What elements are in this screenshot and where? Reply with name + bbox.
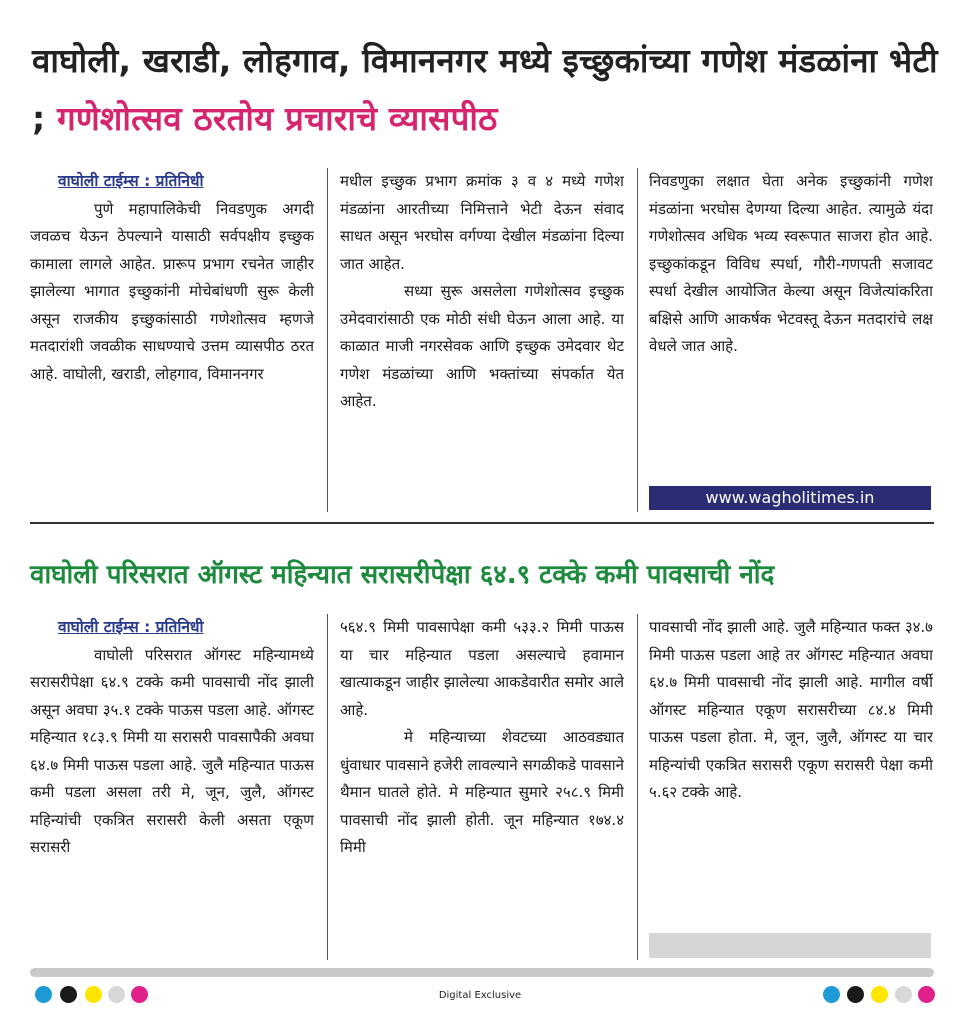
article2-column-2 bbox=[340, 614, 624, 962]
column-divider bbox=[637, 614, 638, 960]
color-dot-cyan bbox=[823, 986, 840, 1003]
article2-column-1 bbox=[30, 614, 314, 962]
article2-col3-text: पावसाची नोंद झाली आहे. जुलै महिन्यात फक्त ३४.७ मिमी पाऊस पडला आहे तर ऑगस्ट महिन्यात अवघा ६४.७ मिमी पावसाची नोंद झाली आहे. मागील वर्षी ऑगस्ट महिन्यात एकूण सरासरीच्या ८४.४ मिमी पाऊस पडला होता. मे, जून, जुलै, ऑगस्ट या चार महिन्यांची एकत्रित सरासरी एकूण सरासरी पेक्षा कमी ५.६२ टक्के आहे. bbox=[649, 618, 933, 801]
section-separator bbox=[30, 522, 934, 524]
article2-column-3 bbox=[649, 614, 933, 930]
color-dot-grey bbox=[108, 986, 125, 1003]
column-divider bbox=[637, 168, 638, 512]
color-dot-grey bbox=[895, 986, 912, 1003]
article1-col2a-text: मधील इच्छुक प्रभाग क्रमांक ३ व ४ मध्ये गणेश मंडळांना आरतीच्या निमित्ताने भेटी देऊन संवाद साधत असून भरघोस वर्गण्या देखील मंडळांना दिल्या जात आहेत. bbox=[340, 172, 624, 273]
article1-column-3 bbox=[649, 168, 933, 486]
color-dot-cyan bbox=[35, 986, 52, 1003]
column-divider bbox=[327, 168, 328, 512]
article1-column-2 bbox=[340, 168, 624, 514]
article2-col2b-text: मे महिन्याच्या शेवटच्या आठवड्यात धुंवाधार पावसाने हजेरी लावल्याने सगळीकडे पावसाने थैमान घातले होते. मे महिन्यात सुमारे २५८.९ मिमी पावसाची नोंद झाली होती. जून महिन्यात १७४.४ मिमी bbox=[340, 728, 624, 856]
footer-bar bbox=[30, 968, 934, 977]
filler-box bbox=[649, 933, 931, 958]
color-dot-black bbox=[847, 986, 864, 1003]
article1-headline bbox=[32, 32, 942, 148]
color-dot-yellow bbox=[85, 986, 102, 1003]
article1-column-1 bbox=[30, 168, 314, 514]
article1-col1-text: पुणे महापालिकेची निवडणुक अगदी जवळच येऊन ठेपल्याने यासाठी सर्वपक्षीय इच्छुक कामाला लागले आहेत. प्रारूप प्रभाग रचनेत जाहीर झालेल्या भागात इच्छुकांनी मोचेबांधणी सुरू केली असून राजकीय इच्छुकांसाठी गणेशोत्सव म्हणजे मतदारांशी जवळीक साधण्याचे उत्तम व्यासपीठ ठरत आहे. वाघोली, खराडी, लोहगाव, विमाननगर bbox=[30, 199, 314, 383]
article1-headline-part1: वाघोली, खराडी, लोहगाव, विमाननगर मध्ये इच्छुकांच्या गणेश मंडळांना भेटी ; bbox=[32, 41, 938, 138]
column-divider bbox=[327, 614, 328, 960]
article1-col3-text: निवडणुका लक्षात घेता अनेक इच्छुकांनी गणेश मंडळांना भरघोस देणग्या दिल्या आहेत. त्यामुळे यंदा गणेशोत्सव अधिक भव्य स्वरूपात साजरा होत आहे. इच्छुकांकडून विविध स्पर्धा, गौरी-गणपती सजावट स्पर्धा देखील आयोजित केल्या असून विजेत्यांकरिता बक्षिसे आणि आकर्षक भेटवस्तू देऊन मतदारांचे लक्ष वेधले जात आहे. bbox=[649, 172, 933, 355]
website-link[interactable]: www.wagholitimes.in bbox=[649, 486, 931, 510]
article2-headline: वाघोली परिसरात ऑगस्ट महिन्यात सरासरीपेक्षा ६४.९ टक्के कमी पावसाची नोंद bbox=[30, 560, 775, 590]
article1-headline-part2: गणेशोत्सव ठरतोय प्रचाराचे व्यासपीठ bbox=[57, 99, 498, 138]
article2-col1-text: वाघोली परिसरात ऑगस्ट महिन्यामध्ये सरासरीपेक्षा ६४.९ टक्के कमी पावसाची नोंद झाली असून अवघा ३५.१ टक्के पाऊस पडला आहे. ऑगस्ट महिन्यात १८३.९ मिमी या सरासरी पावसापैकी अवघा ६४.७ मिमी पाऊस पडला आहे. जुलै महिन्यात पाऊस कमी पडला असला तरी मे, जून, जुलै, ऑगस्ट महिन्यांची एकत्रित सरासरी केली असता एकूण सरासरी bbox=[30, 645, 314, 856]
color-dot-yellow bbox=[871, 986, 888, 1003]
color-dot-magenta bbox=[918, 986, 935, 1003]
color-dot-magenta bbox=[131, 986, 148, 1003]
footer-label: Digital Exclusive bbox=[438, 990, 522, 1001]
article2-byline: वाघोली टाईम्स : प्रतिनिधी bbox=[58, 618, 204, 636]
article1-col2b-text: सध्या सुरू असलेला गणेशोत्सव इच्छुक उमेदवारांसाठी एक मोठी संधी घेऊन आला आहे. या काळात माजी नगरसेवक आणि इच्छुक उमेदवार थेट गणेश मंडळांच्या आणि भक्तांच्या संपर्कात येत आहेत. bbox=[340, 282, 624, 410]
article1-byline: वाघोली टाईम्स : प्रतिनिधी bbox=[58, 172, 204, 190]
article2-col2a-text: ५६४.९ मिमी पावसापेक्षा कमी ५३३.२ मिमी पाऊस या चार महिन्यात पडला असल्याचे हवामान खात्याकडून जाहीर झालेल्या आकडेवारीत समोर आले आहे. bbox=[340, 618, 624, 719]
color-dot-black bbox=[60, 986, 77, 1003]
